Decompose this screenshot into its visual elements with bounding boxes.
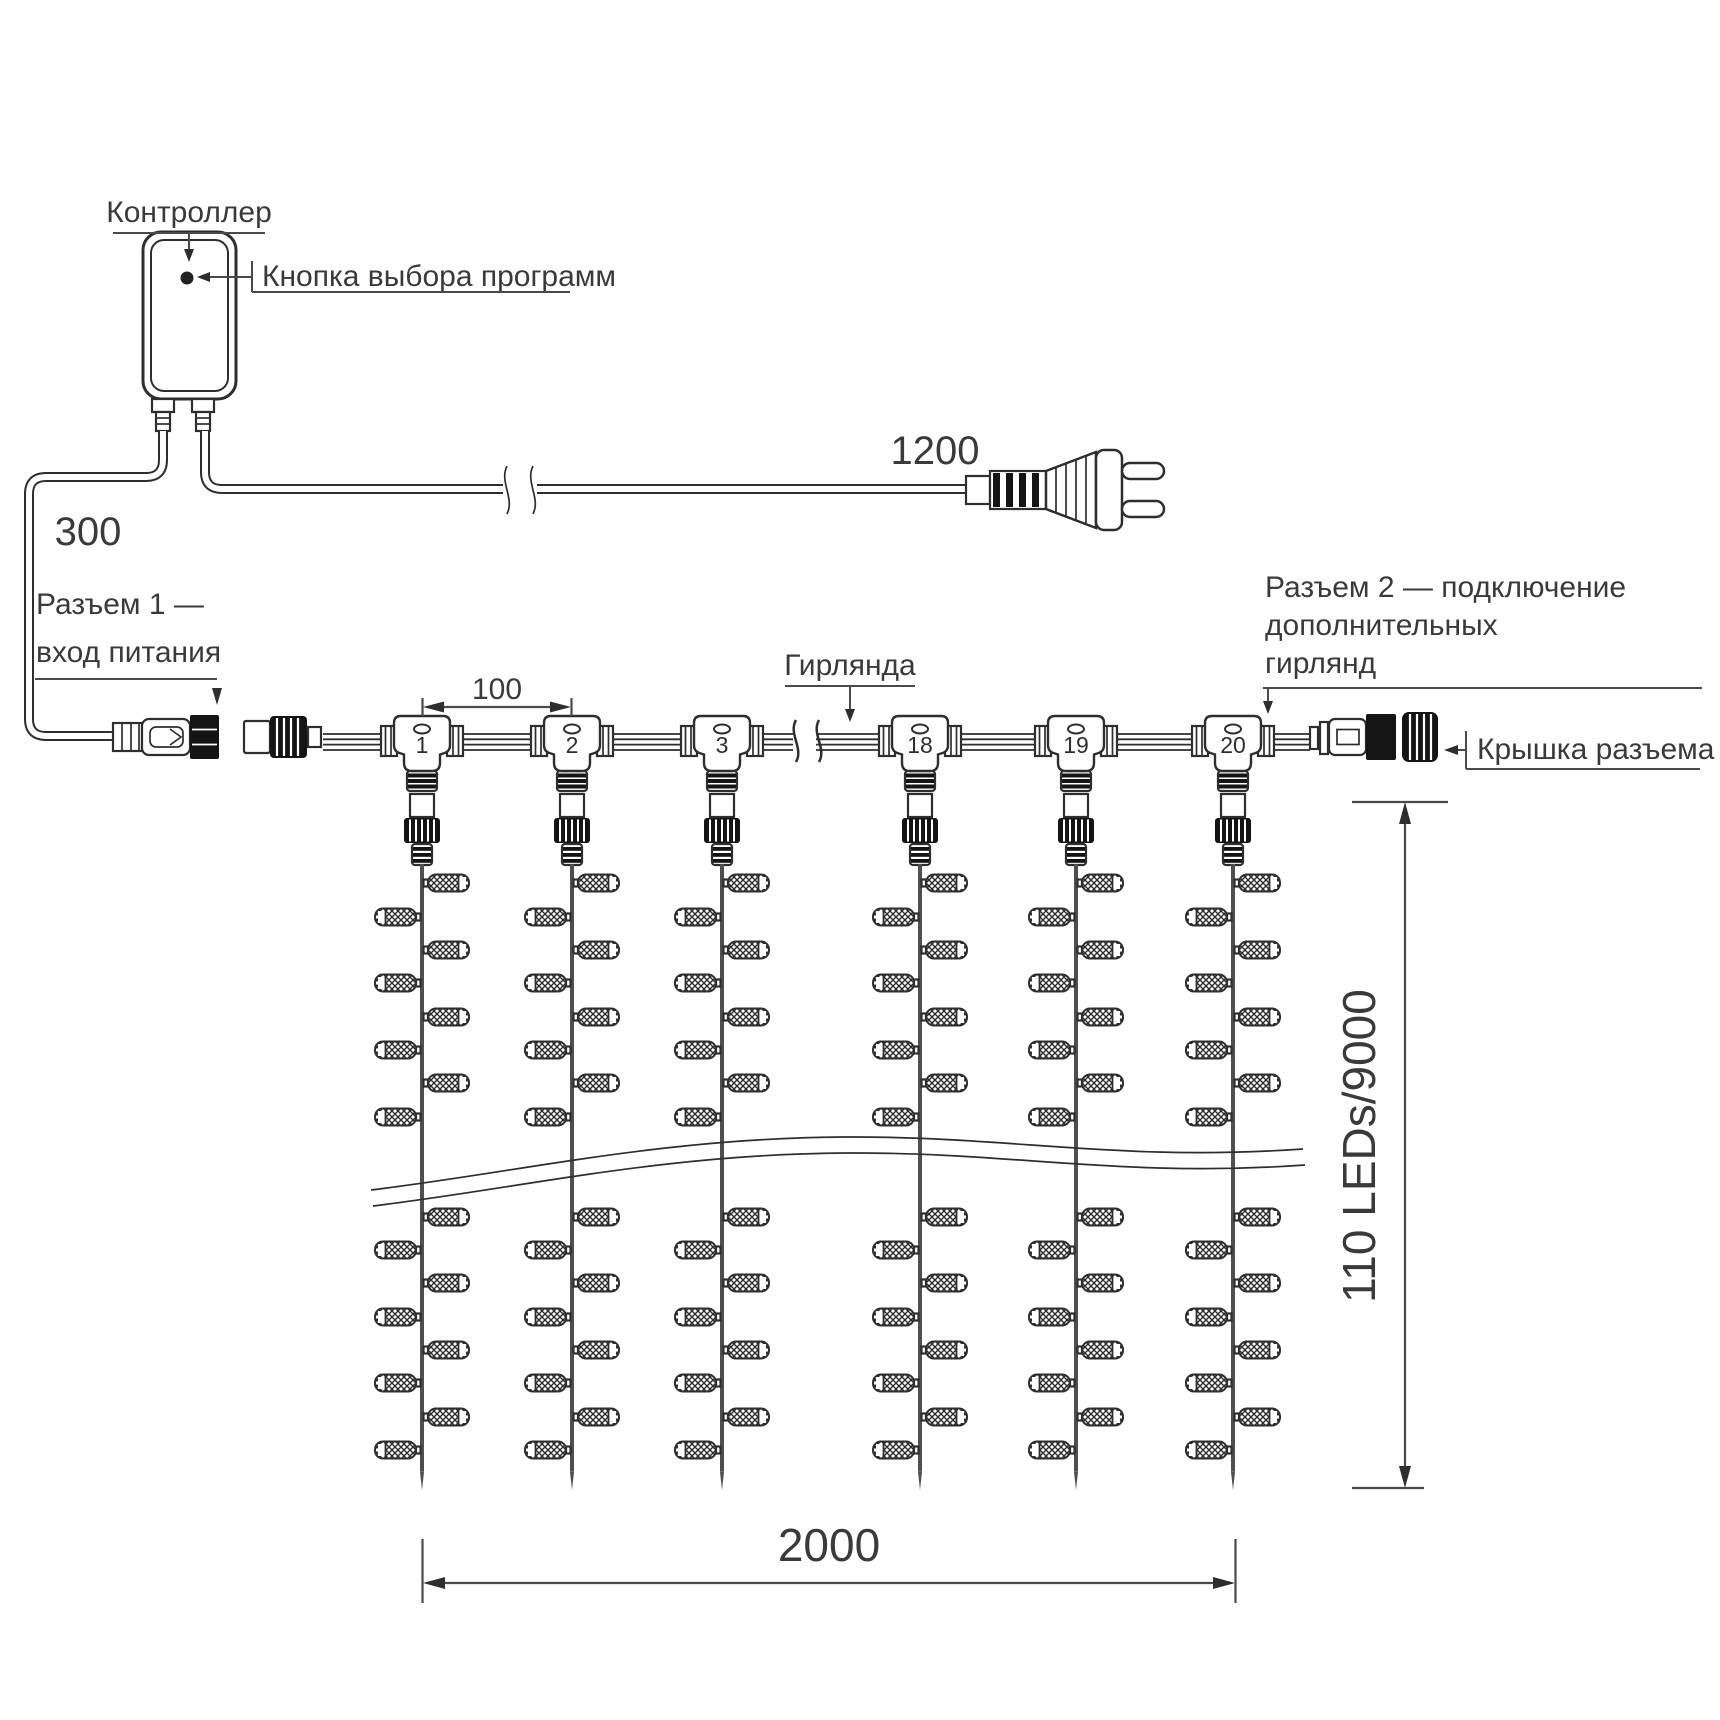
garland-main-cable bbox=[323, 720, 1310, 762]
cable-break-icon bbox=[505, 466, 510, 514]
connector2-label-leader bbox=[1263, 571, 1702, 714]
cable-break-icon bbox=[531, 466, 536, 514]
t-connector-number: 19 bbox=[1063, 732, 1089, 758]
dim-100-label: 100 bbox=[471, 673, 523, 706]
drop-column-18 bbox=[873, 716, 967, 1490]
garland-label-leader bbox=[784, 649, 916, 722]
connector2-label-line2: дополнительных bbox=[1265, 609, 1498, 642]
power-cord-1200 bbox=[205, 431, 967, 514]
program-select-button-dot bbox=[181, 272, 194, 285]
program-button-label: Кнопка выбора программ bbox=[262, 260, 617, 293]
t-connector-number: 3 bbox=[715, 732, 729, 758]
controller-label-leader bbox=[106, 196, 272, 262]
power-plug-icon bbox=[966, 450, 1164, 530]
t-connector-number: 18 bbox=[907, 732, 933, 758]
t-connector-number: 20 bbox=[1220, 732, 1246, 758]
dim-300-label: 300 bbox=[54, 510, 122, 554]
controller-box bbox=[143, 232, 236, 431]
t-connector-number: 1 bbox=[415, 732, 429, 758]
connector-cap-label-leader bbox=[1444, 731, 1715, 769]
cable-break-icon bbox=[794, 720, 799, 762]
connector-cap-label: Крышка разъема bbox=[1477, 733, 1715, 766]
drop-column-1 bbox=[375, 716, 469, 1490]
garland-start-connector-icon bbox=[244, 716, 321, 758]
program-button-label-leader bbox=[197, 260, 616, 293]
dim-1200-label: 1200 bbox=[890, 429, 980, 473]
drop-column-19 bbox=[1029, 716, 1123, 1490]
controller-label: Контроллер bbox=[106, 196, 272, 229]
lead-cable-300 bbox=[29, 431, 163, 736]
dim-100 bbox=[423, 673, 572, 716]
curtain-break-wave-icon bbox=[371, 1137, 1305, 1206]
dim-2000-label: 2000 bbox=[777, 1519, 881, 1571]
connector2-label-line1: Разъем 2 — подключение bbox=[1265, 571, 1627, 604]
garland-label: Гирлянда bbox=[784, 649, 916, 682]
connector1-label-line1: Разъем 1 — bbox=[36, 588, 204, 621]
cable-break-icon bbox=[817, 720, 822, 762]
dim-height bbox=[1333, 802, 1448, 1488]
drop-column-3 bbox=[675, 716, 769, 1490]
connector2-plug-icon bbox=[1310, 714, 1396, 760]
drop-column-20 bbox=[1186, 716, 1280, 1490]
connector-cap-icon bbox=[1402, 712, 1438, 762]
connector1-label-line2: вход питания bbox=[36, 636, 222, 669]
dim-2000 bbox=[423, 1519, 1236, 1603]
connector2-label-line3: гирлянд bbox=[1265, 647, 1377, 680]
drop-column-2 bbox=[525, 716, 619, 1490]
dim-height-label: 110 LEDs/9000 bbox=[1333, 989, 1385, 1303]
connector1-label-leader bbox=[35, 588, 222, 705]
t-connector-number: 2 bbox=[565, 732, 579, 758]
connector1-plug-icon bbox=[113, 715, 219, 759]
